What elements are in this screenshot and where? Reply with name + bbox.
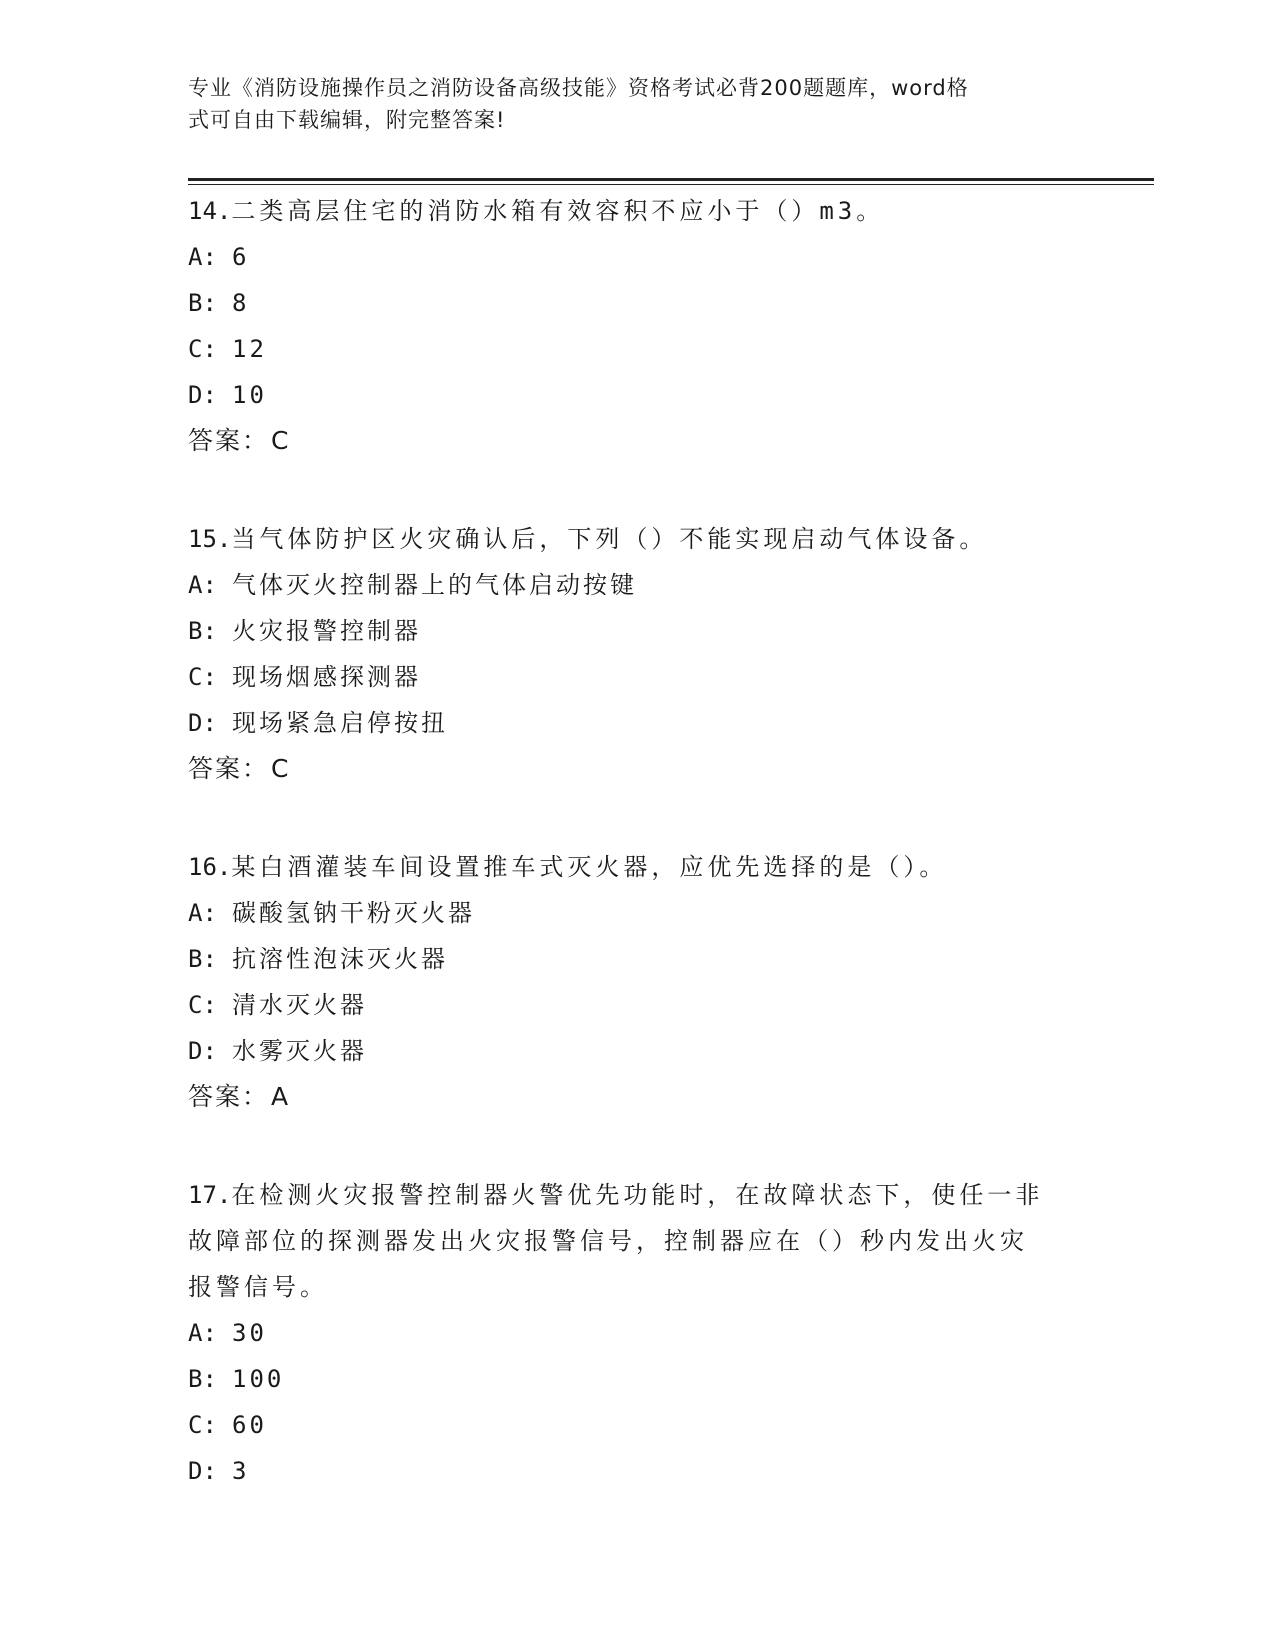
- document-header: [188, 72, 1068, 136]
- answer-line: [188, 746, 1088, 792]
- option-text: 30: [232, 1319, 267, 1347]
- header-divider-thin: [188, 184, 1154, 185]
- option-text: 3: [232, 1457, 250, 1485]
- option-c: [188, 326, 1088, 372]
- option-letter: D:: [188, 1037, 217, 1065]
- option-text: 火灾报警控制器: [232, 617, 421, 645]
- option-d: [188, 700, 1088, 746]
- option-letter: A:: [188, 243, 217, 271]
- question-text-line-3: 报警信号。: [188, 1273, 328, 1301]
- option-text: 60: [232, 1411, 267, 1439]
- answer-value: C: [271, 754, 291, 783]
- header-divider-thick: [188, 178, 1154, 181]
- option-text: 碳酸氢钠干粉灭火器: [232, 899, 475, 927]
- option-c: [188, 982, 1088, 1028]
- option-d: [188, 1028, 1088, 1074]
- option-text: 8: [232, 289, 250, 317]
- question-stem: [188, 516, 1088, 562]
- answer-label: 答案：: [188, 754, 270, 783]
- option-letter: C:: [188, 663, 217, 691]
- answer-line: [188, 418, 1088, 464]
- option-letter: B:: [188, 945, 217, 973]
- question-number: 16.: [188, 853, 232, 881]
- header-line-2: 式可自由下载编辑，附完整答案!: [188, 108, 506, 132]
- question-14: [188, 188, 1088, 464]
- question-15: [188, 516, 1088, 792]
- option-a: [188, 890, 1088, 936]
- option-a: [188, 234, 1088, 280]
- answer-label: 答案：: [188, 426, 270, 455]
- option-letter: D:: [188, 381, 217, 409]
- question-number: 14.: [188, 197, 232, 225]
- option-a: [188, 562, 1088, 608]
- question-17: [188, 1172, 1088, 1494]
- option-c: [188, 654, 1088, 700]
- option-letter: B:: [188, 617, 217, 645]
- question-text-line-1: 在检测火灾报警控制器火警优先功能时，在故障状态下，使任一非: [231, 1181, 1044, 1209]
- option-b: [188, 936, 1088, 982]
- question-text: 某白酒灌装车间设置推车式灭火器，应优先选择的是（）。: [231, 853, 948, 881]
- option-letter: D:: [188, 1457, 217, 1485]
- question-text: 当气体防护区火灾确认后，下列（）不能实现启动气体设备。: [231, 525, 988, 553]
- answer-line: [188, 1074, 1088, 1120]
- option-a: [188, 1310, 1088, 1356]
- question-list: [188, 188, 1088, 1546]
- option-letter: A:: [188, 571, 217, 599]
- option-letter: A:: [188, 1319, 217, 1347]
- option-b: [188, 1356, 1088, 1402]
- option-d: [188, 1448, 1088, 1494]
- option-letter: B:: [188, 1365, 217, 1393]
- option-letter: C:: [188, 991, 217, 1019]
- answer-value: A: [271, 1082, 291, 1111]
- option-letter: B:: [188, 289, 217, 317]
- option-text: 6: [232, 243, 250, 271]
- question-stem: [188, 844, 1088, 890]
- option-text: 100: [232, 1365, 285, 1393]
- option-text: 气体灭火控制器上的气体启动按键: [232, 571, 637, 599]
- header-line-1: 专业《消防设施操作员之消防设备高级技能》资格考试必背200题题库，word格: [188, 76, 969, 100]
- question-number: 15.: [188, 525, 232, 553]
- option-d: [188, 372, 1088, 418]
- option-text: 水雾灭火器: [232, 1037, 367, 1065]
- question-number: 17.: [188, 1181, 232, 1209]
- option-text: 现场紧急启停按扭: [232, 709, 448, 737]
- option-text: 抗溶性泡沫灭火器: [232, 945, 448, 973]
- option-c: [188, 1402, 1088, 1448]
- option-b: [188, 280, 1088, 326]
- question-16: [188, 844, 1088, 1120]
- question-stem: [188, 1172, 1088, 1218]
- question-text: 二类高层住宅的消防水箱有效容积不应小于（）m3。: [231, 197, 885, 225]
- option-text: 12: [232, 335, 267, 363]
- question-stem: [188, 188, 1088, 234]
- option-text: 清水灭火器: [232, 991, 367, 1019]
- option-letter: C:: [188, 1411, 217, 1439]
- question-text-line-2: 故障部位的探测器发出火灾报警信号，控制器应在（）秒内发出火灾: [188, 1227, 1028, 1255]
- answer-label: 答案：: [188, 1082, 270, 1111]
- option-letter: A:: [188, 899, 217, 927]
- answer-value: C: [271, 426, 291, 455]
- option-letter: C:: [188, 335, 217, 363]
- option-b: [188, 608, 1088, 654]
- option-letter: D:: [188, 709, 217, 737]
- option-text: 10: [232, 381, 267, 409]
- option-text: 现场烟感探测器: [232, 663, 421, 691]
